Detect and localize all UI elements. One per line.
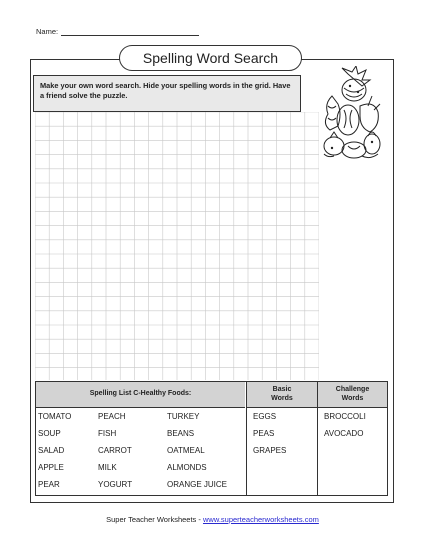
spelling-word-table: [35, 381, 388, 496]
basic-words-header: Basic Words: [247, 382, 317, 408]
spelling-word: OATMEAL: [167, 446, 205, 455]
spelling-word: BROCCOLI: [324, 412, 366, 421]
spelling-word: BEANS: [167, 429, 195, 438]
challenge-words-header: Challenge Words: [318, 382, 387, 408]
instructions-box: Make your own word search. Hide your spelling words in the grid. Have a friend solve the puzzle.: [33, 75, 301, 112]
footer-link[interactable]: www.superteacherworksheets.com: [202, 515, 319, 524]
spelling-word: ORANGE JUICE: [167, 480, 228, 489]
word-search-grid[interactable]: [35, 112, 319, 380]
spelling-word: SALAD: [38, 446, 65, 455]
spelling-word: CARROT: [98, 446, 132, 455]
spelling-word: SOUP: [38, 429, 61, 438]
spelling-word: PEAS: [253, 429, 275, 438]
name-label: Name:: [36, 27, 59, 36]
spelling-word: FISH: [98, 429, 117, 438]
spelling-word: EGGS: [253, 412, 277, 421]
spelling-word: ALMONDS: [167, 463, 207, 472]
spelling-word: TOMATO: [38, 412, 72, 421]
column-divider: [246, 382, 247, 495]
spelling-word: MILK: [98, 463, 117, 472]
spelling-word: AVOCADO: [324, 429, 364, 438]
spelling-word: GRAPES: [253, 446, 287, 455]
worksheet-title: Spelling Word Search: [119, 45, 302, 71]
spelling-word: PEACH: [98, 412, 126, 421]
footer-text: Super Teacher Worksheets -: [106, 515, 203, 524]
list-header: Spelling List C-Healthy Foods:: [36, 382, 245, 408]
vegetable-clipart-icon: [318, 66, 384, 162]
name-line[interactable]: [61, 27, 199, 36]
spelling-word: YOGURT: [98, 480, 133, 489]
footer: [0, 515, 425, 524]
spelling-word: PEAR: [38, 480, 60, 489]
spelling-word: TURKEY: [167, 412, 200, 421]
name-row: [36, 27, 199, 36]
grid-lines: [35, 112, 319, 380]
spelling-word: APPLE: [38, 463, 64, 472]
column-divider: [317, 382, 318, 495]
